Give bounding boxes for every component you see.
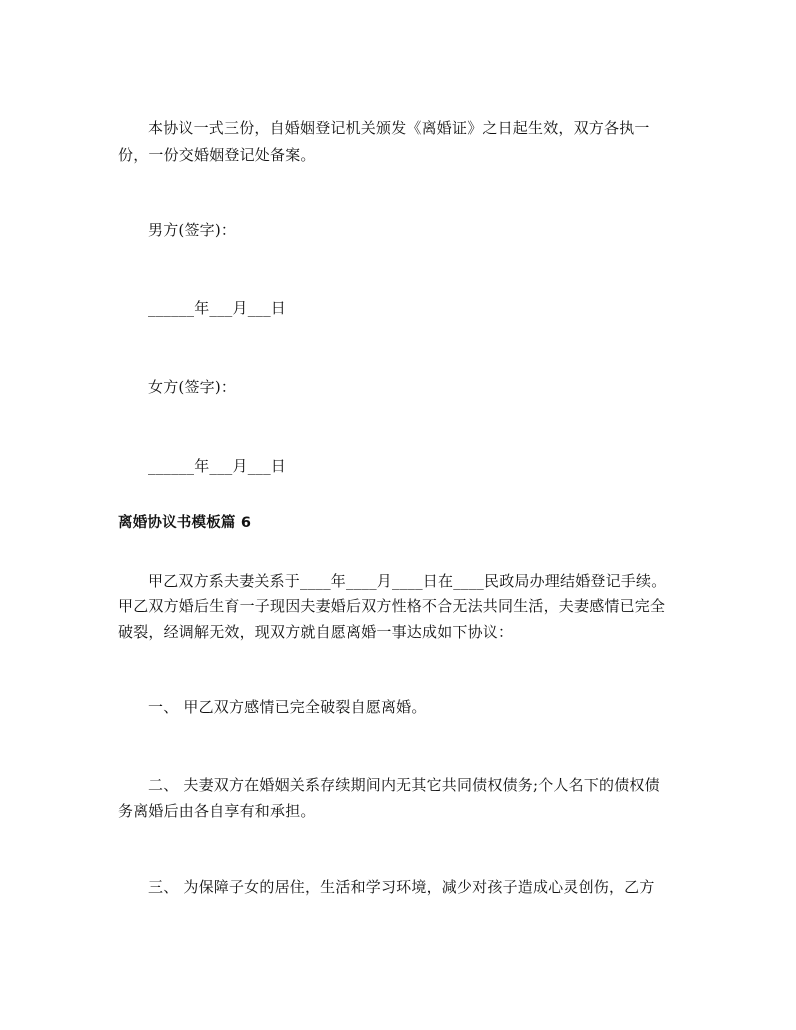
male-signature-label: 男方(签字)： bbox=[148, 221, 237, 239]
section-title: 离婚协议书模板篇 6 bbox=[118, 515, 252, 531]
intro-paragraph-line-2: 甲乙双方婚后生育一子现因夫妻婚后双方性格不合无法共同生活，夫妻感情已完全 bbox=[118, 597, 666, 615]
clause-2-line-1: 二、 夫妻双方在婚姻关系存续期间内无其它共同债权债务;个人名下的债权债 bbox=[148, 776, 660, 794]
female-signature-date: ______年___月___日 bbox=[148, 457, 287, 475]
male-signature-date: ______年___月___日 bbox=[148, 299, 287, 317]
intro-paragraph-line-3: 破裂，经调解无效，现双方就自愿离婚一事达成如下协议： bbox=[118, 623, 514, 641]
clause-2-line-2: 务离婚后由各自享有和承担。 bbox=[118, 802, 316, 820]
effect-paragraph-line-1: 本协议一式三份，自婚姻登记机关颁发《离婚证》之日起生效，双方各执一 bbox=[148, 119, 650, 137]
female-signature-label: 女方(签字)： bbox=[148, 378, 237, 396]
clause-3-line-1: 三、 为保障子女的居住，生活和学习环境，减少对孩子造成心灵创伤，乙方 bbox=[148, 878, 655, 896]
effect-paragraph-line-2: 份，一份交婚姻登记处备案。 bbox=[118, 146, 316, 164]
clause-1: 一、 甲乙双方感情已完全破裂自愿离婚。 bbox=[148, 698, 427, 716]
intro-paragraph-line-1: 甲乙双方系夫妻关系于____年____月____日在____民政局办理结婚登记手续。 bbox=[148, 572, 667, 590]
